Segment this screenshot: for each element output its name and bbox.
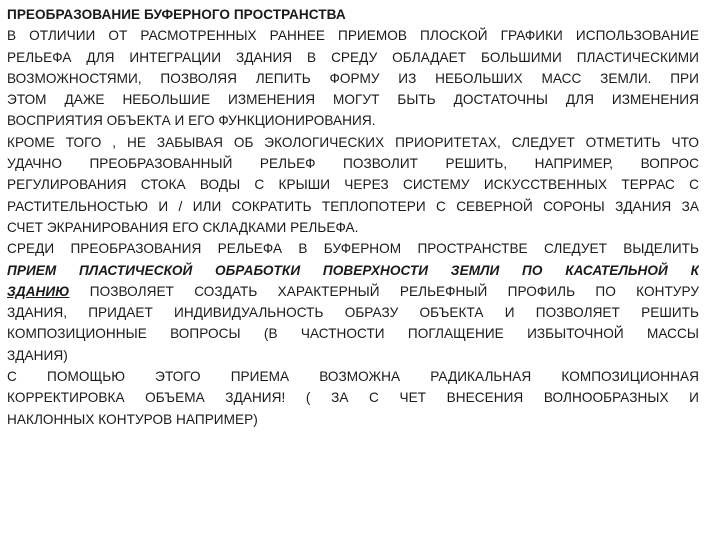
text-line: УДАЧНО ПРЕОБРАЗОВАННЫЙ РЕЛЬЕФ ПОЗВОЛИТ РЕШИТЬ, НАПРИМЕР, ВОПРОС — [7, 156, 699, 172]
text-line: С ПОМОЩЬЮ ЭТОГО ПРИЕМА ВОЗМОЖНА РАДИКАЛЬНАЯ КОМПОЗИЦИОННАЯ — [7, 369, 699, 385]
text-line: СРЕДИ ПРЕОБРАЗОВАНИЯ РЕЛЬЕФА В БУФЕРНОМ ПРОСТРАНСТВЕ СЛЕДУЕТ ВЫДЕЛИТЬ — [7, 241, 699, 257]
text-line: ЗДАНИЯ) — [7, 347, 68, 363]
text-line: РАСТИТЕЛЬНОСТЬЮ И / ИЛИ СОКРАТИТЬ ТЕПЛОПОТЕРИ С СЕВЕРНОЙ СОРОНЫ ЗДАНИЯ ЗА — [7, 198, 699, 214]
page-title: ПРЕОБРАЗОВАНИЕ БУФЕРНОГО ПРОСТРАНСТВА — [7, 7, 346, 22]
emphasized-technique-line: ПРИЕМ ПЛАСТИЧЕСКОЙ ОБРАБОТКИ ПОВЕРХНОСТИ ЗЕМЛИ ПО КАСАТЕЛЬНОЙ К — [7, 262, 699, 278]
text-line: РЕГУЛИРОВАНИЯ СТОКА ВОДЫ С КРЫШИ ЧЕРЕЗ СИСТЕМУ ИСКУССТВЕННЫХ ТЕРРАС С — [7, 177, 699, 193]
text-line: КОРРЕКТИРОВКА ОБЪЕМА ЗДАНИЯ! ( ЗА С ЧЕТ ВНЕСЕНИЯ ВОЛНООБРАЗНЫХ И — [7, 390, 699, 406]
text-line: КОМПОЗИЦИОННЫЕ ВОПРОСЫ (В ЧАСТНОСТИ ПОГЛАЩЕНИЕ ИЗБЫТОЧНОЙ МАССЫ — [7, 326, 699, 342]
document-page — [7, 4, 699, 430]
text-line: ВОСПРИЯТИЯ ОБЪЕКТА И ЕГО ФУНКЦИОНИРОВАНИЯ. — [7, 113, 376, 129]
text-line: РЕЛЬЕФА ДЛЯ ИНТЕГРАЦИИ ЗДАНИЯ В СРЕДУ ОБЛАДАЕТ БОЛЬШИМИ ПЛАСТИЧЕСКИМИ — [7, 49, 699, 65]
text-line: СЧЕТ ЭКРАНИРОВАНИЯ ЕГО СКЛАДКАМИ РЕЛЬЕФА. — [7, 219, 359, 235]
text-line-tail: ПОЗВОЛЯЕТ СОЗДАТЬ ХАРАКТЕРНЫЙ РЕЛЬЕФНЫЙ ПРОФИЛЬ ПО КОНТУРУ — [69, 283, 699, 299]
text-line: В ОТЛИЧИИ ОТ РАСМОТРЕННЫХ РАННЕЕ ПРИЕМОВ ПЛОСКОЙ ГРАФИКИ ИСПОЛЬЗОВАНИЕ — [7, 28, 699, 44]
text-line: ЗДАНИЯ, ПРИДАЕТ ИНДИВИДУАЛЬНОСТЬ ОБРАЗУ ОБЪЕКТА И ПОЗВОЛЯЕТ РЕШИТЬ — [7, 305, 699, 321]
text-line: НАКЛОННЫХ КОНТУРОВ НАПРИМЕР) — [7, 411, 258, 427]
emphasized-word: ЗДАНИЮ — [7, 283, 70, 299]
text-line: ЭТОМ ДАЖЕ НЕБОЛЬШИЕ ИЗМЕНЕНИЯ МОГУТ БЫТЬ ДОСТАТОЧНЫ ДЛЯ ИЗМЕНЕНИЯ — [7, 92, 699, 108]
text-line: КРОМЕ ТОГО , НЕ ЗАБЫВАЯ ОБ ЭКОЛОГИЧЕСКИХ ПРИОРИТЕТАХ, СЛЕДУЕТ ОТМЕТИТЬ ЧТО — [7, 134, 699, 150]
text-line-with-emphasis — [7, 281, 699, 302]
text-line: ВОЗМОЖНОСТЯМИ, ПОЗВОЛЯЯ ЛЕПИТЬ ФОРМУ ИЗ НЕБОЛЬШИХ МАСС ЗЕМЛИ. ПРИ — [7, 70, 699, 86]
